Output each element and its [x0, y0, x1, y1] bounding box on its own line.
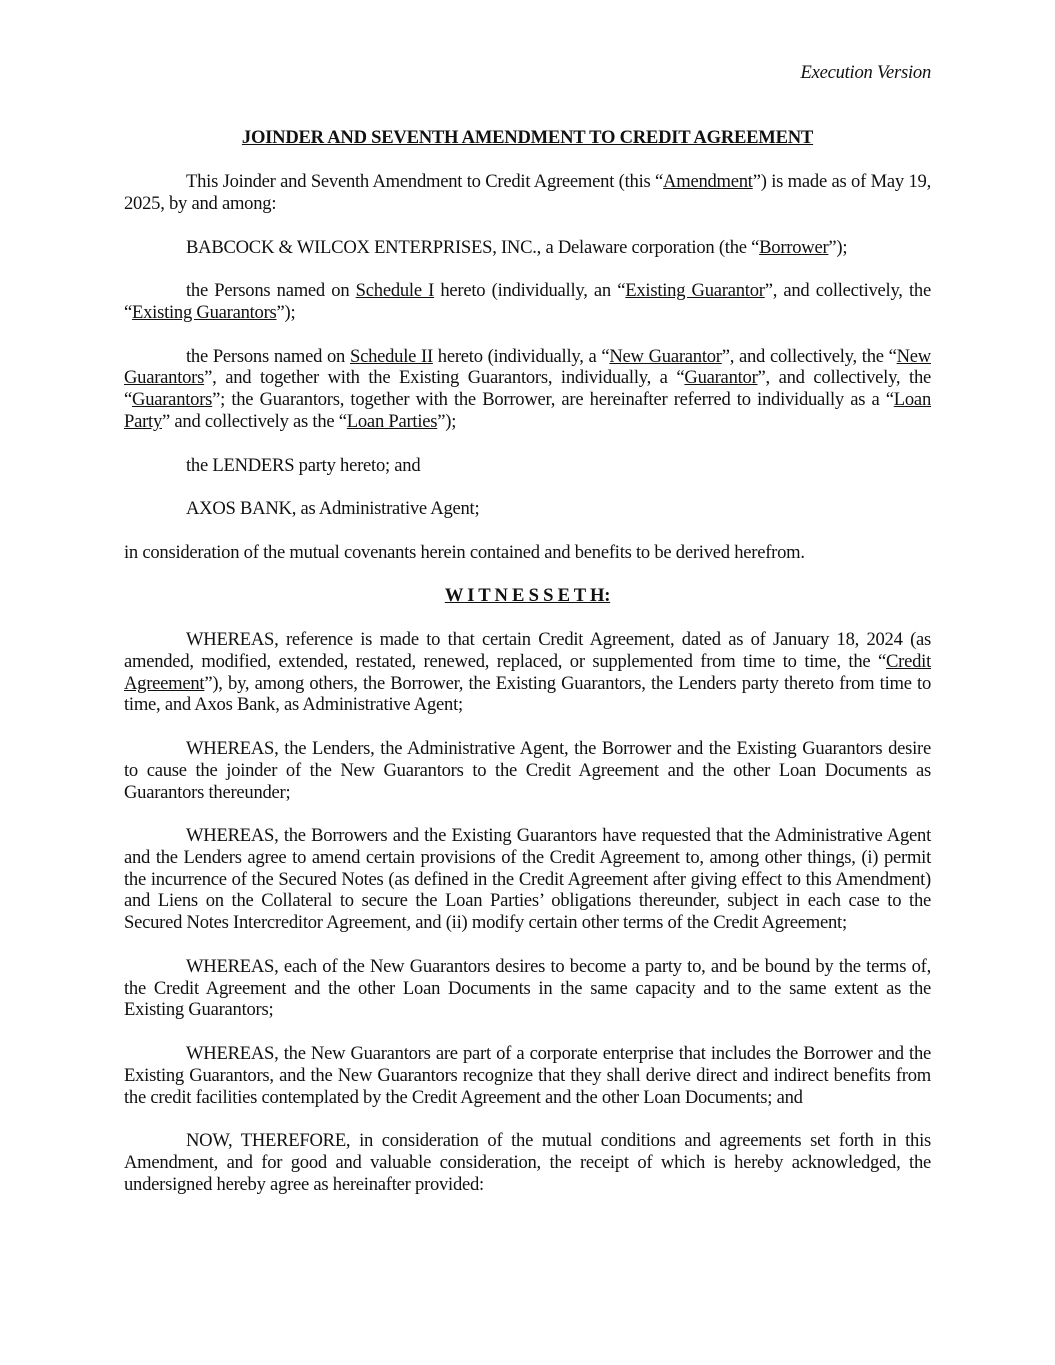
defined-term: Schedule II — [349, 345, 433, 367]
text-run: NOW, THEREFORE, in consideration of the mutual conditions and agreements set forth in this Amendment, and for good and valuable consideration, the receipt of which is hereby acknowledged, the undersigned hereby agree as hereinafter provided: — [124, 1130, 931, 1195]
whereas-paragraph — [124, 1130, 931, 1195]
text-run: ” and collectively as the “ — [162, 410, 347, 432]
defined-term: Existing Guarantors — [132, 301, 277, 323]
whereas-paragraph — [124, 956, 931, 1021]
whereas-paragraph — [124, 629, 931, 716]
text-run: BABCOCK & WILCOX ENTERPRISES, INC., a Delaware corporation (the “ — [186, 236, 760, 258]
text-run: the Persons named on — [186, 345, 350, 367]
defined-term: Schedule I — [355, 280, 435, 302]
text-run: ”, and together with the Existing Guarantors, individually, a “ — [204, 367, 685, 389]
defined-term: Amendment — [663, 171, 753, 193]
defined-term: Existing Guarantor — [625, 280, 765, 302]
text-run: hereto (individually, an “ — [434, 280, 626, 302]
recital-paragraph — [124, 455, 931, 477]
recital-paragraph — [124, 171, 931, 215]
recital-paragraph — [124, 498, 931, 520]
defined-term: Loan Party — [124, 389, 931, 432]
recitals-section — [124, 171, 931, 563]
recital-paragraph — [124, 280, 931, 324]
text-run: This Joinder and Seventh Amendment to Credit Agreement (this “ — [186, 171, 664, 193]
text-run: in consideration of the mutual covenants herein contained and benefits to be derived herefrom. — [124, 541, 805, 563]
whereas-section — [124, 629, 931, 1196]
text-run: ”); — [828, 236, 848, 258]
whereas-paragraph — [124, 738, 931, 803]
text-run: ”), by, among others, the Borrower, the Existing Guarantors, the Lenders party thereto from time to time, and Axos Bank, as Administrative Agent; — [124, 672, 931, 716]
defined-term: New Guarantors — [124, 345, 931, 389]
document-title: JOINDER AND SEVENTH AMENDMENT TO CREDIT AGREEMENT — [241, 127, 814, 149]
execution-version-label: Execution Version — [800, 62, 931, 83]
text-run: ”) is made as of May 19, 2025, by and among: — [124, 171, 931, 214]
text-run: ”); — [437, 410, 457, 432]
text-run: ”; the Guarantors, together with the Borrower, are hereinafter referred to individually as a “ — [212, 389, 894, 411]
text-run: ”); — [276, 301, 296, 323]
text-run: WHEREAS, the Lenders, the Administrative Agent, the Borrower and the Existing Guarantors desire to cause the joinder of the New Guarantors to the Credit Agreement and the other Loan Documents as Guarantors thereunder; — [124, 737, 931, 803]
text-run: WHEREAS, the New Guarantors are part of a corporate enterprise that includes the Borrower and the Existing Guarantors, and the New Guarantors recognize that they shall derive direct and indirect benefits from the credit facilities contemplated by the Credit Agreement and the other Loan Documents; and — [124, 1043, 931, 1108]
text-run: AXOS BANK, as Administrative Agent; — [186, 498, 480, 520]
whereas-paragraph — [124, 825, 931, 934]
text-run: WHEREAS, the Borrowers and the Existing Guarantors have requested that the Administrative Agent and the Lenders agree to amend certain provisions of the Credit Agreement to, among other things, (i) permit the incurrence of the Secured Notes (as defined in the Credit Agreement after giving effect to this Amendment) and Liens on the Collateral to secure the Loan Parties’ obligations thereunder, subject in each case to the Secured Notes Intercreditor Agreement, and (ii) modify certain other terms of the Credit Agreement; — [124, 825, 931, 934]
text-run: WHEREAS, reference is made to that certain Credit Agreement, dated as of January 18, 2024 (as amended, modified, extended, restated, renewed, replaced, or supplemented from time to time, the “ — [124, 628, 931, 672]
defined-term: New Guarantor — [609, 345, 722, 367]
defined-term: Credit Agreement — [124, 650, 931, 694]
whereas-paragraph — [124, 1043, 931, 1108]
recital-paragraph — [124, 237, 931, 259]
recital-paragraph — [124, 542, 931, 564]
defined-term: Borrower — [759, 236, 829, 258]
defined-term: Guarantors — [132, 389, 213, 411]
witnesseth-heading: W I T N E S S E T H: — [444, 585, 611, 607]
text-run: the LENDERS party hereto; and — [186, 454, 421, 476]
text-run: ”, and collectively, the “ — [721, 345, 897, 367]
defined-term: Guarantor — [684, 367, 758, 389]
recital-paragraph — [124, 346, 931, 433]
text-run: the Persons named on — [186, 280, 356, 302]
text-run: ”, and collectively, the “ — [124, 367, 931, 411]
text-run: hereto (individually, a “ — [432, 345, 610, 367]
defined-term: Loan Parties — [346, 410, 438, 432]
text-run: ”, and collectively, the “ — [124, 280, 931, 323]
text-run: WHEREAS, each of the New Guarantors desires to become a party to, and be bound by the terms of, the Credit Agreement and the other Loan Documents in the same capacity and to the same extent as the Existing Guarantors; — [124, 955, 931, 1021]
